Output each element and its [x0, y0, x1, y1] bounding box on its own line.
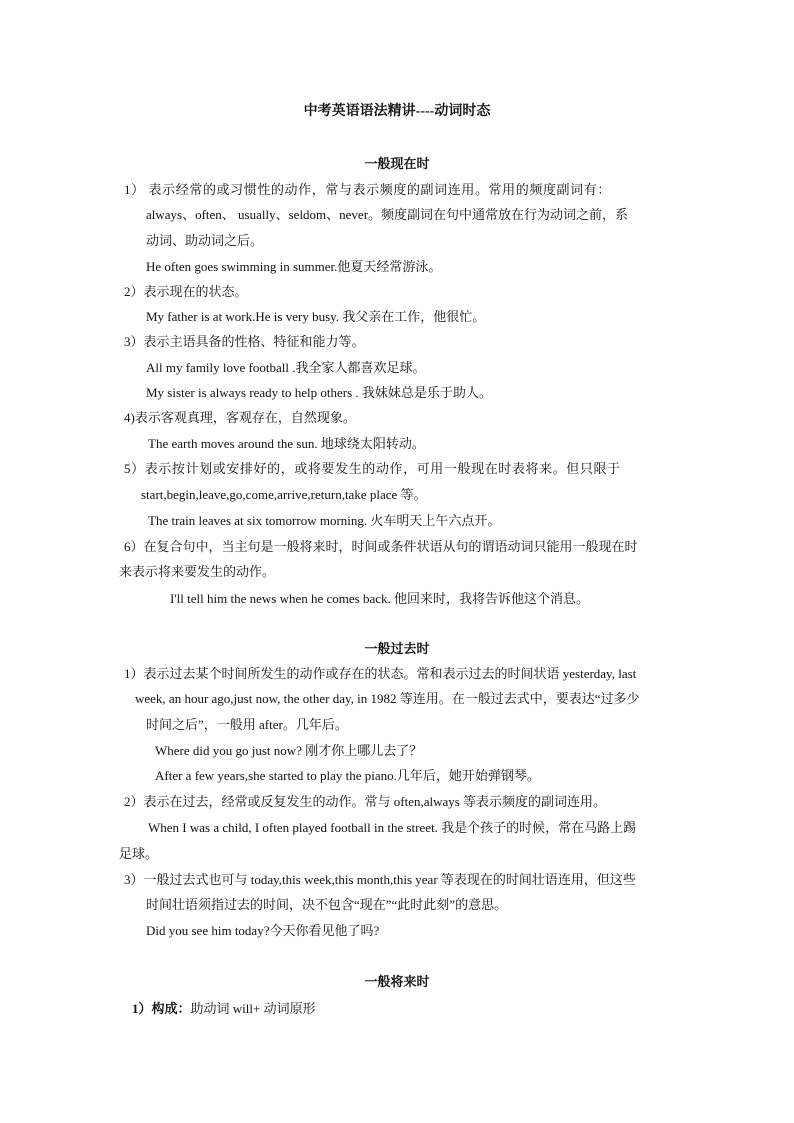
- example-sentence: The train leaves at six tomorrow morning. 火车明天上午六点开。: [148, 513, 501, 528]
- example-sentence: I'll tell him the news when he comes back. 他回来时，我将告诉他这个消息。: [170, 591, 590, 606]
- section-heading-simple-present: 一般现在时: [364, 156, 430, 171]
- example-sentence: My sister is always ready to help others . 我妹妹总是乐于助人。: [146, 385, 492, 400]
- section-heading-simple-past: 一般过去时: [364, 641, 430, 656]
- paragraph-line: 4)表示客观真理，客观存在，自然现象。: [124, 410, 356, 425]
- paragraph-line: 3）表示主语具备的性格、特征和能力等。: [124, 334, 365, 349]
- paragraph-line: 2）表示在过去，经常或反复发生的动作。常与 often,always 等表示频度的副词连用。: [124, 794, 607, 809]
- section-heading-simple-future: 一般将来时: [364, 974, 430, 989]
- paragraph-line: week, an hour ago,just now, the other day, in 1982 等连用。在一般过去式中，要表达“过多少: [135, 691, 640, 706]
- paragraph-line: 时间壮语须指过去的时间，决不包含“现在”“此时此刻”的意思。: [146, 897, 508, 912]
- example-sentence: When I was a child, I often played football in the street. 我是个孩子的时候，常在马路上踢: [148, 820, 637, 835]
- paragraph-line: 1）表示过去某个时间所发生的动作或存在的状态。常和表示过去的时间状语 yesterday, last: [124, 666, 637, 681]
- paragraph-line: start,begin,leave,go,come,arrive,return,take place 等。: [141, 487, 427, 502]
- example-sentence: After a few years,she started to play the piano.几年后，她开始弹钢琴。: [155, 768, 540, 783]
- paragraph-line: 2）表示现在的状态。: [124, 284, 248, 299]
- structure-text: 助动词 will+ 动词原形: [190, 1001, 316, 1016]
- paragraph-line: 时间之后”，一般用 after。几年后。: [146, 717, 348, 732]
- paragraph-line: 3）一般过去式也可与 today,this week,this month,this year 等表现在的时间壮语连用，但这些: [124, 872, 636, 887]
- structure-line: [132, 1000, 316, 1018]
- example-sentence: He often goes swimming in summer.他夏天经常游泳。: [146, 259, 442, 274]
- example-sentence: Did you see him today?今天你看见他了吗?: [146, 923, 380, 938]
- paragraph-line: 5）表示按计划或安排好的，或将要发生的动作，可用一般现在时表将来。但只限于: [124, 461, 621, 476]
- example-sentence: All my family love football .我全家人都喜欢足球。: [146, 360, 426, 375]
- example-sentence: The earth moves around the sun. 地球绕太阳转动。: [148, 436, 425, 451]
- paragraph-line: always、often、 usually、seldom、never。频度副词在句中通常放在行为动词之前，系: [146, 207, 629, 222]
- example-sentence: Where did you go just now? 刚才你上哪儿去了？: [155, 743, 423, 758]
- paragraph-line: 1） 表示经常的或习惯性的动作，常与表示频度的副词连用。常用的频度副词有：: [124, 182, 611, 197]
- paragraph-line: 足球。: [119, 846, 159, 861]
- paragraph-line: 6）在复合句中，当主句是一般将来时，时间或条件状语从句的谓语动词只能用一般现在时: [124, 539, 638, 554]
- page-title: 中考英语语法精讲----动词时态: [303, 104, 491, 119]
- paragraph-line: 来表示将来要发生的动作。: [119, 564, 276, 579]
- structure-label: 1）构成：: [132, 1001, 191, 1016]
- paragraph-line: 动词、助动词之后。: [146, 233, 264, 248]
- example-sentence: My father is at work.He is very busy. 我父亲在工作，他很忙。: [146, 309, 486, 324]
